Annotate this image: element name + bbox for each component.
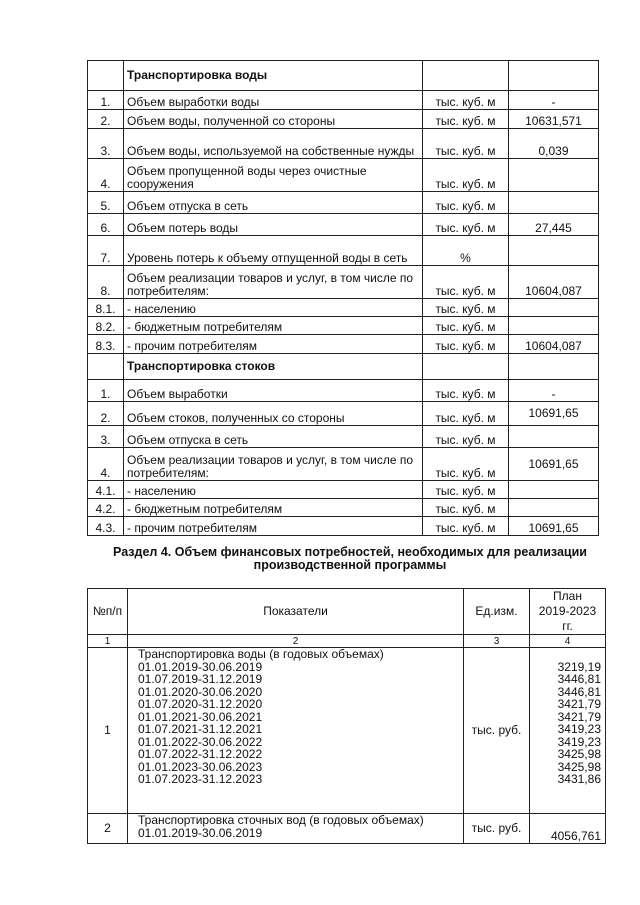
section-title: Транспортировка стоков: [124, 354, 423, 380]
header-indicators: Показатели: [128, 589, 464, 635]
table-row: 2. Объем воды, полученной со стороны тыс. куб. м 10631,571: [88, 110, 599, 129]
section-4-heading: [60, 546, 640, 571]
header-row: [88, 589, 606, 635]
heading-line: производственной программы: [253, 557, 447, 572]
table-row-sewage-transport: 2 Транспортировка сточных вод (в годовых объемах) 01.01.2019-30.06.2019 тыс. руб. 4056,761: [88, 814, 606, 844]
table-row: 4.1. - населению тыс. куб. м: [88, 481, 599, 499]
heading-line: Раздел 4. Объем финансовых потребностей, необходимых для реализации: [113, 545, 587, 559]
table-row: 3. Объем отпуска в сеть тыс. куб. м: [88, 426, 599, 448]
table-row: 2. Объем стоков, полученных со стороны тыс. куб. м 10691,65: [88, 402, 599, 426]
header-num: №п/п: [88, 589, 128, 635]
periods-list: Транспортировка воды (в годовых объемах) 01.01.2019-30.06.2019 01.07.2019-31.12.2019 01.01.2020-30.06.2020 01.07.2020-31.12.2020 01.01.2021-30.06.2021 01.07.2021-31.12.2021 01.01.2022-30.06.2022 01.07.2022-31.12.2022 01.01.2023-30.06.2023 01.07.2023-31.12.2023: [128, 648, 464, 814]
header-unit: Ед.изм.: [464, 589, 530, 635]
table-row: 6. Объем потерь воды тыс. куб. м 27,445: [88, 214, 599, 236]
table-row: 4.3. - прочим потребителям тыс. куб. м 10691,65: [88, 517, 599, 536]
section-row-sewage: [88, 354, 599, 380]
section-title: Транспортировка воды: [124, 61, 423, 91]
table-row: 4. Объем реализации товаров и услуг, в том числе по потребителям: тыс. куб. м 10691,65: [88, 448, 599, 481]
financial-needs-table: [87, 588, 606, 844]
table-row: 5. Объем отпуска в сеть тыс. куб. м: [88, 192, 599, 214]
section-row-water: [88, 61, 599, 91]
table-row: 8.1. - населению тыс. куб. м: [88, 299, 599, 317]
table-row: 1. Объем выработки тыс. куб. м -: [88, 380, 599, 402]
table-row: 7. Уровень потерь к объему отпущенной воды в сеть %: [88, 236, 599, 266]
table-row: 8.2. - бюджетным потребителям тыс. куб. м: [88, 317, 599, 335]
header-plan: План 2019-2023 гг.: [530, 589, 606, 635]
table-row: 8. Объем реализации товаров и услуг, в том числе по потребителям: тыс. куб. м 10604,087: [88, 266, 599, 299]
production-indicators-table: [87, 60, 599, 536]
table-row: 1. Объем выработки воды тыс. куб. м -: [88, 91, 599, 110]
values-list: 3219,19 3446,81 3446,81 3421,79 3421,79 3419,23 3419,23 3425,98 3425,98 3431,86: [530, 648, 606, 814]
table-row: 4. Объем пропущенной воды через очистные сооружения тыс. куб. м: [88, 159, 599, 192]
column-index-row: 1 2 3 4: [88, 635, 606, 648]
table-row: 3. Объем воды, используемой на собственные нужды тыс. куб. м 0,039: [88, 129, 599, 159]
table-row-water-transport: 1 Транспортировка воды (в годовых объемах) 01.01.2019-30.06.2019 01.07.2019-31.12.2019 01.01.2020-30.06.2020 01.07.2020-31.12.2020 01.01.2021-30.06.2021 01.07.2021-31.12.2021 01.01.2022-30.06.2022 01.07.2022-31.12.2022 01.01.2023-30.06.2023 01.07.2023-31.12.2023 тыс. руб. 3219,19 3446,81 3446,81 3421,79 3421,79 3419,23 3419,23 3425,98 3425,98 3431,86: [88, 648, 606, 814]
table-row: 8.3. - прочим потребителям тыс. куб. м 10604,087: [88, 335, 599, 354]
table-row: 4.2. - бюджетным потребителям тыс. куб. м: [88, 499, 599, 517]
